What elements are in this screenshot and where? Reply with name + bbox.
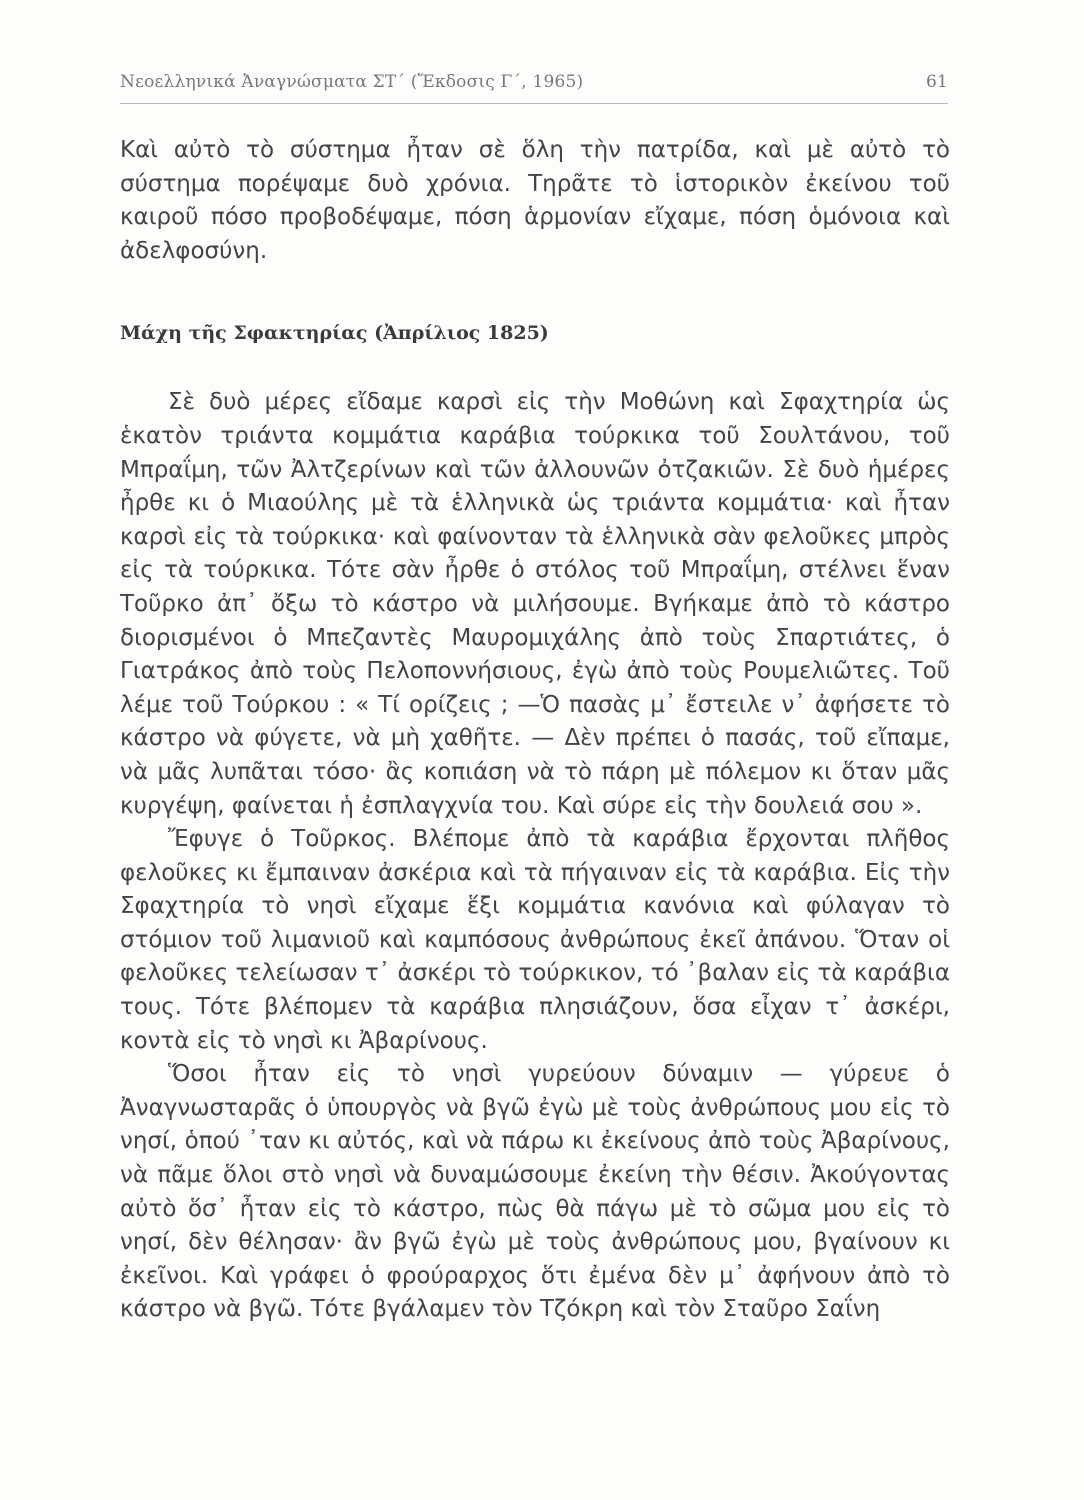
paragraph-1: Σὲ δυὸ μέρες εἴδαμε καρσὶ εἰς τὴν Μοθώνη καὶ Σφαχτηρία ὡς ἑκατὸν τριάντα κομμάτια καράβια τούρκικα τοῦ Σουλτάνου, τοῦ Μπραΐμη, τῶν Ἀλτζερίνων καὶ τῶν ἀλλουνῶν ὀτζακιῶν. Σὲ δυὸ ἡμέρες ἦρθε κι ὁ Μιαούλης μὲ τὰ ἑλληνικὰ ὡς τριάντα κομμάτια· καὶ ἦταν καρσὶ εἰς τὰ τούρκικα· καὶ φαίνονταν τὰ ἑλληνικὰ σὰν φελοῦκες μπρὸς εἰς τὰ τούρκικα. Τότε σὰν ἦρθε ὁ στόλος τοῦ Μπραΐμη, στέλνει ἕναν Τοῦρκο ἀπ᾽ ὄξω τὸ κάστρο νὰ μιλήσουμε. Βγήκαμε ἀπὸ τὸ κάστρο διορισμένοι ὁ Μπεζαντὲς Μαυρομιχάλης ἀπὸ τοὺς Σπαρτιάτες, ὁ Γιατράκος ἀπὸ τοὺς Πελοποννήσιους, ἐγὼ ἀπὸ τοὺς Ρουμελιῶτες. Τοῦ λέμε τοῦ Τούρκου : « Τί ορίζεις ; —Ὁ πασὰς μ᾽ ἔστειλε ν᾽ ἀφήσετε τὸ κάστρο νὰ φύγετε, νὰ μὴ χαθῆτε. — Δὲν πρέπει ὁ πασάς, τοῦ εἴπαμε, νὰ μᾶς λυπᾶται τόσο· ἂς κοπιάση νὰ τὸ πάρη μὲ πόλεμον κι ὅταν μᾶς κυργέψη, φαίνεται ἡ ἐσπλαγχνία του. Καὶ σύρε εἰς τὴν δουλειά σου ». — [120, 389, 950, 819]
intro-paragraph: Καὶ αὐτὸ τὸ σύστημα ἦταν σὲ ὅλη τὴν πατρίδα, καὶ μὲ αὐτὸ τὸ σύστημα πορέψαμε δυὸ χρόνια. Τηρᾶτε τὸ ἱστορικὸν ἐκείνου τοῦ καιροῦ πόσο προβοδέψαμε, πόση ἁρμονίαν εἴχαμε, πόση ὁμόνοια καὶ ἀδελφοσύνη. — [120, 137, 950, 264]
page-number: 61 — [925, 72, 948, 92]
section-heading: Μάχη τῆς Σφακτηρίας (Ἀπρίλιος 1825) — [120, 322, 549, 345]
running-head — [120, 72, 948, 92]
paragraph-2: Ἔφυγε ὁ Τοῦρκος. Βλέπομε ἀπὸ τὰ καράβια ἔρχονται πλῆθος φελοῦκες κι ἔμπαιναν ἀσκέρια καὶ τὰ πήγαιναν εἰς τὰ καράβια. Εἰς τὴν Σφαχτηρία τὸ νησὶ εἴχαμε ἕξι κομμάτια κανόνια καὶ φύλαγαν τὸ στόμιον τοῦ λιμανιοῦ καὶ καμπόσους ἀνθρώπους ἐκεῖ ἀπάνου. Ὅταν οἱ φελοῦκες τελείωσαν τ᾽ ἀσκέρι τὸ τούρκικον, τό ᾽βαλαν εἰς τὰ καράβια τους. Τότε βλέπομεν τὰ καράβια πλησιάζουν, ὅσα εἶχαν τ᾽ ἀσκέρι, κοντὰ εἰς τὸ νησὶ κι Ἀβαρίνους. — [120, 826, 950, 1054]
paragraph-3: Ὅσοι ἦταν εἰς τὸ νησὶ γυρεύουν δύναμιν — γύρευε ὁ Ἀναγνωσταρᾶς ὁ ὑπουργὸς νὰ βγῶ ἐγὼ μὲ τοὺς ἀνθρώπους μου εἰς τὸ νησί, ὁπού ᾽ταν κι αὐτός, καὶ νὰ πάρω κι ἐκείνους ἀπὸ τοὺς Ἀβαρίνους, νὰ πᾶμε ὅλοι στὸ νησὶ νὰ δυναμώσουμε ἐκείνη τὴν θέσιν. Ἀκούγοντας αὐτὸ ὅσ᾽ ἦταν εἰς τὸ κάστρο, πὼς θὰ πάγω μὲ τὸ σῶμα μου εἰς τὸ νησί, δὲν θέλησαν· ἂν βγῶ ἐγὼ μὲ τοὺς ἀνθρώπους μου, βγαίνουν κι ἐκεῖνοι. Καὶ γράφει ὁ φρούραρχος ὅτι ἐμένα δὲν μ᾽ ἀφήνουν ἀπὸ τὸ κάστρο νὰ βγῶ. Τότε βγάλαμεν τὸν Τζόκρη καὶ τὸν Σταῦρο Σαΐνη — [120, 1061, 950, 1323]
body-text — [120, 134, 950, 1327]
running-title: Νεοελληνικά Ἀναγνώσματα ΣΤ΄ (Ἔκδοσις Γ΄, 1965) — [120, 72, 584, 92]
header-rule — [120, 103, 948, 104]
